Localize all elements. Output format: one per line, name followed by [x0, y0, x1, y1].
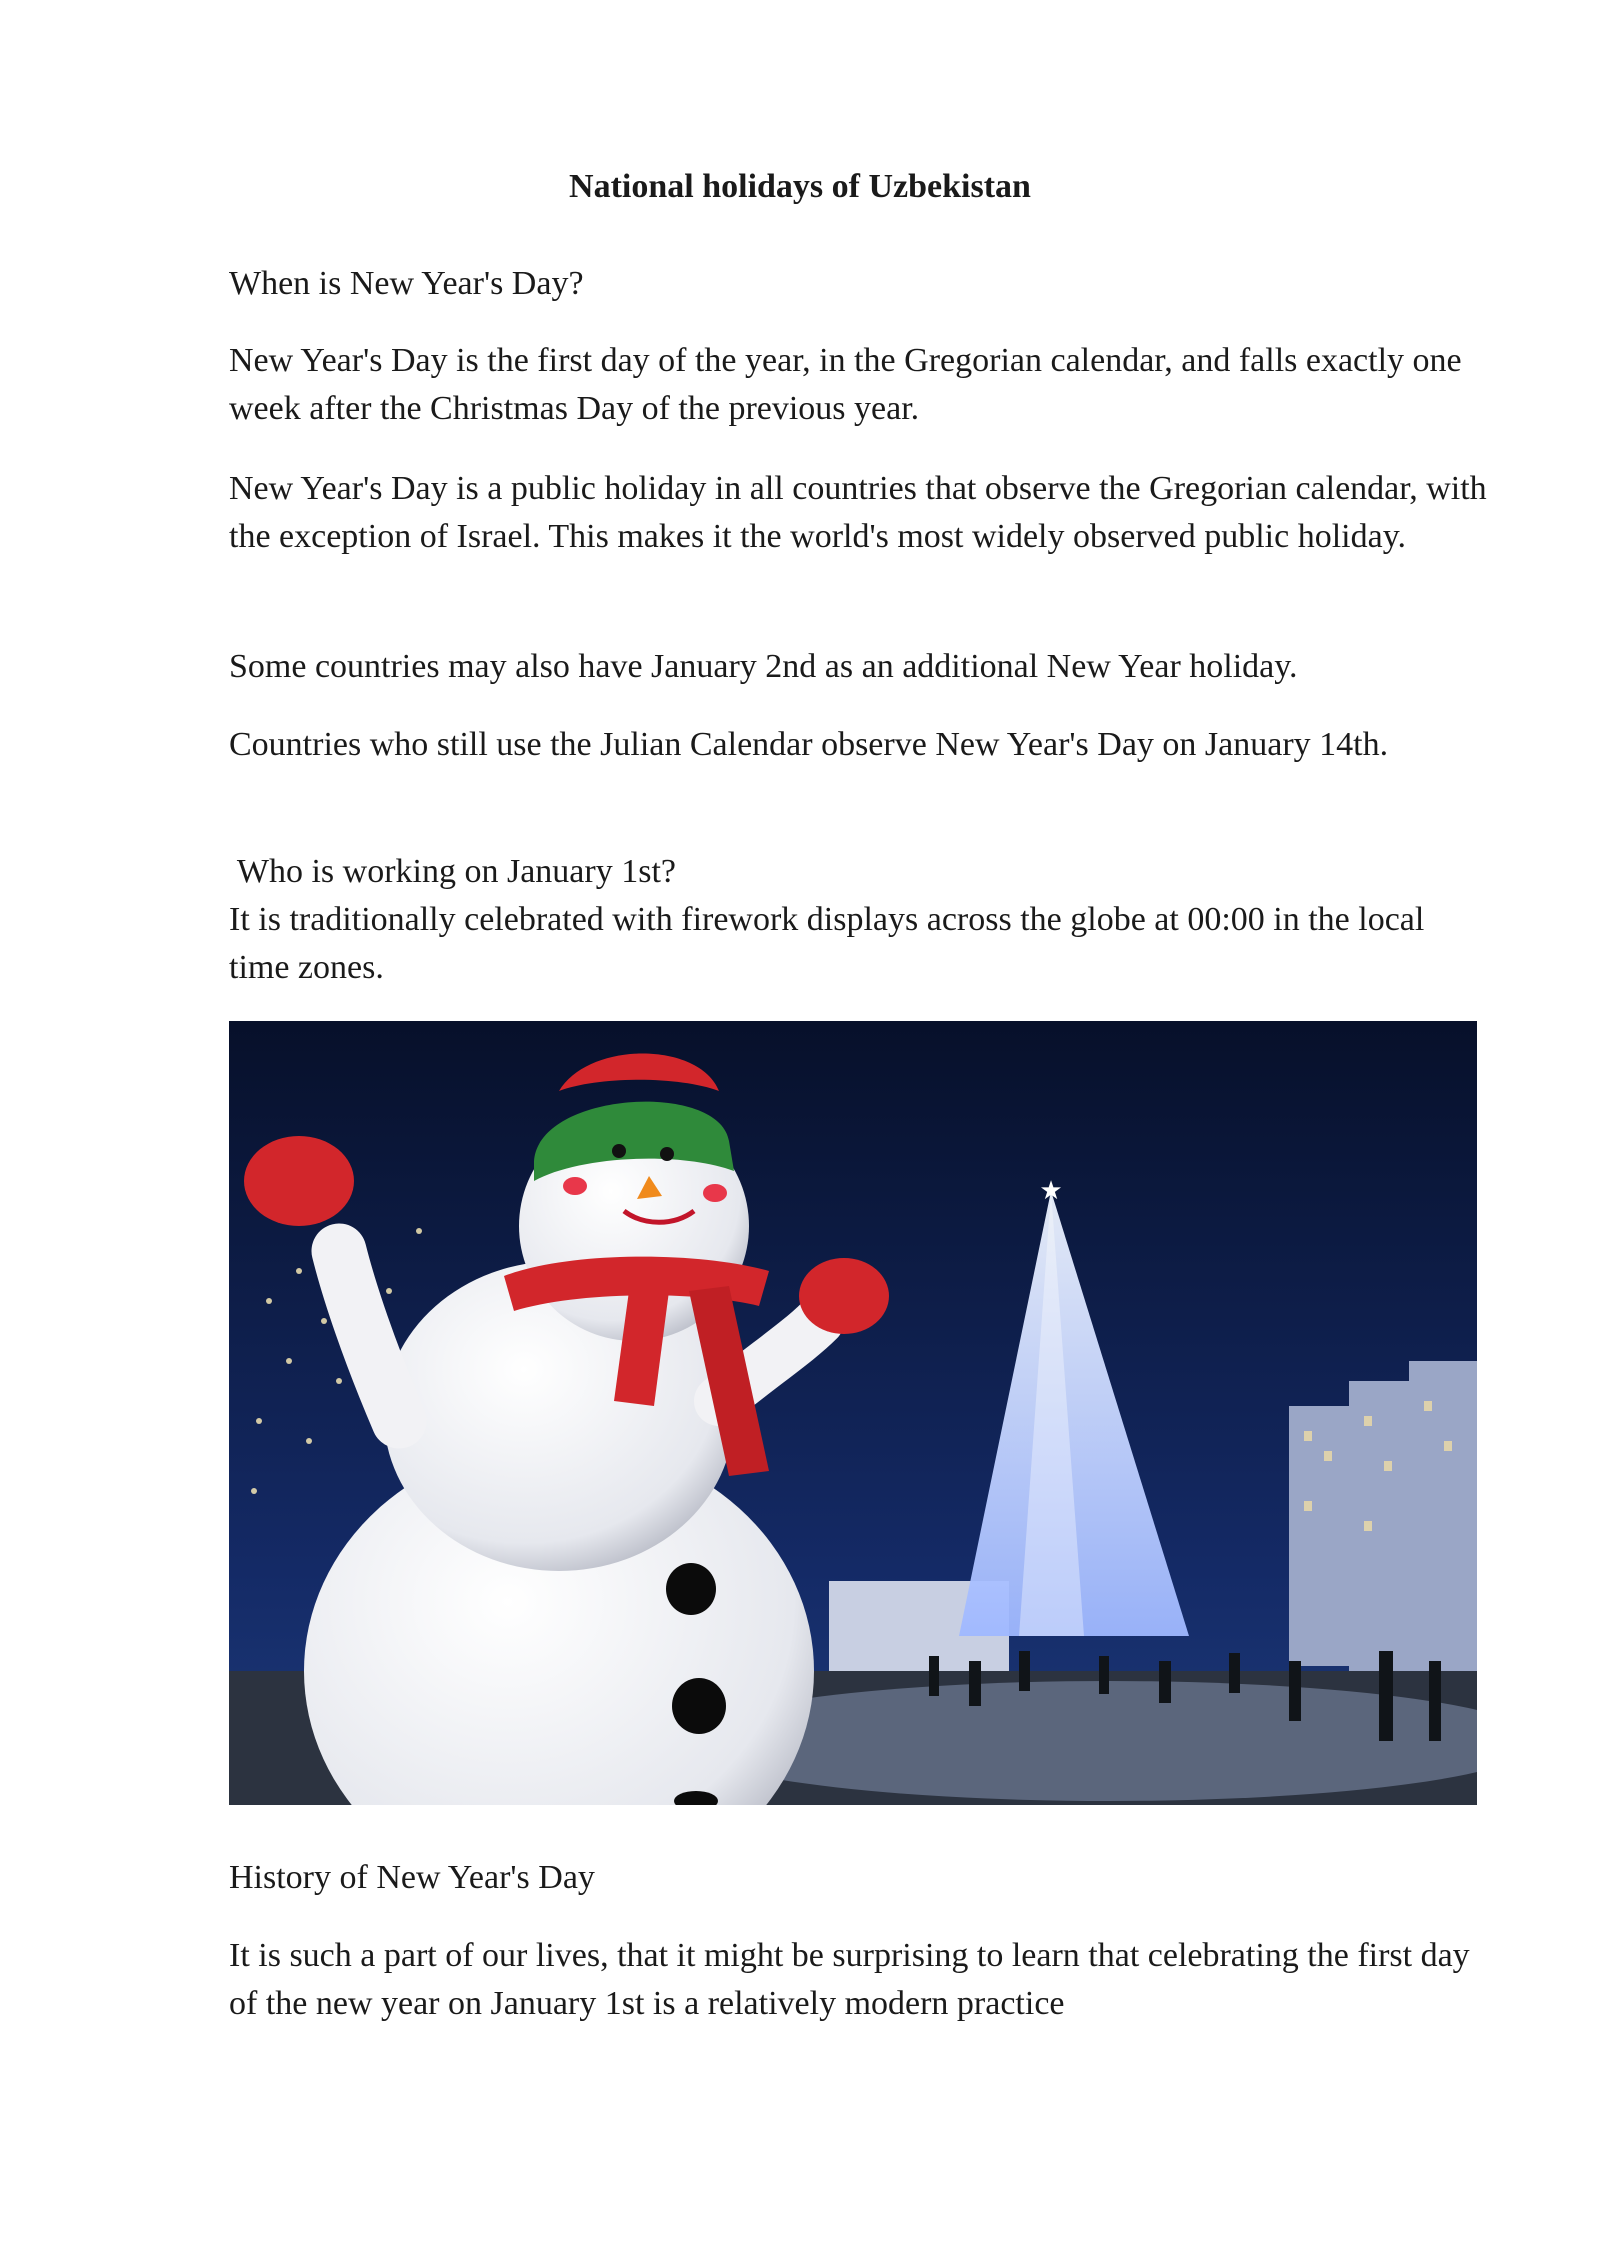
paragraph-julian: Countries who still use the Julian Calendar observe New Year's Day on January 14th.: [229, 726, 1389, 763]
history-heading: History of New Year's Day: [229, 1859, 595, 1896]
paragraph-public-holiday: New Year's Day is a public holiday in all countries that observe the Gregorian calendar, with the exception of Israel. This makes it the world's most widely observed public holiday.: [229, 470, 1487, 555]
paragraph-gregorian: New Year's Day is the first day of the year, in the Gregorian calendar, and falls exactly one week after the Christmas Day of the previous year.: [229, 342, 1462, 427]
snowman-christmas-tree-photo: [229, 1021, 1477, 1805]
svg-text:★: ★: [1039, 1176, 1063, 1205]
page-title: National holidays of Uzbekistan: [569, 168, 1031, 205]
paragraph-fireworks: It is traditionally celebrated with firework displays across the globe at 00:00 in the local time zones.: [229, 901, 1425, 986]
history-paragraph: It is such a part of our lives, that it might be surprising to learn that celebrating the first day of the new year on January 1st is a relatively modern practice: [229, 1937, 1470, 2022]
question-working: Who is working on January 1st?: [229, 853, 676, 890]
paragraph-january-2nd: Some countries may also have January 2nd as an additional New Year holiday.: [229, 648, 1298, 685]
question-new-years-day: When is New Year's Day?: [229, 265, 584, 302]
